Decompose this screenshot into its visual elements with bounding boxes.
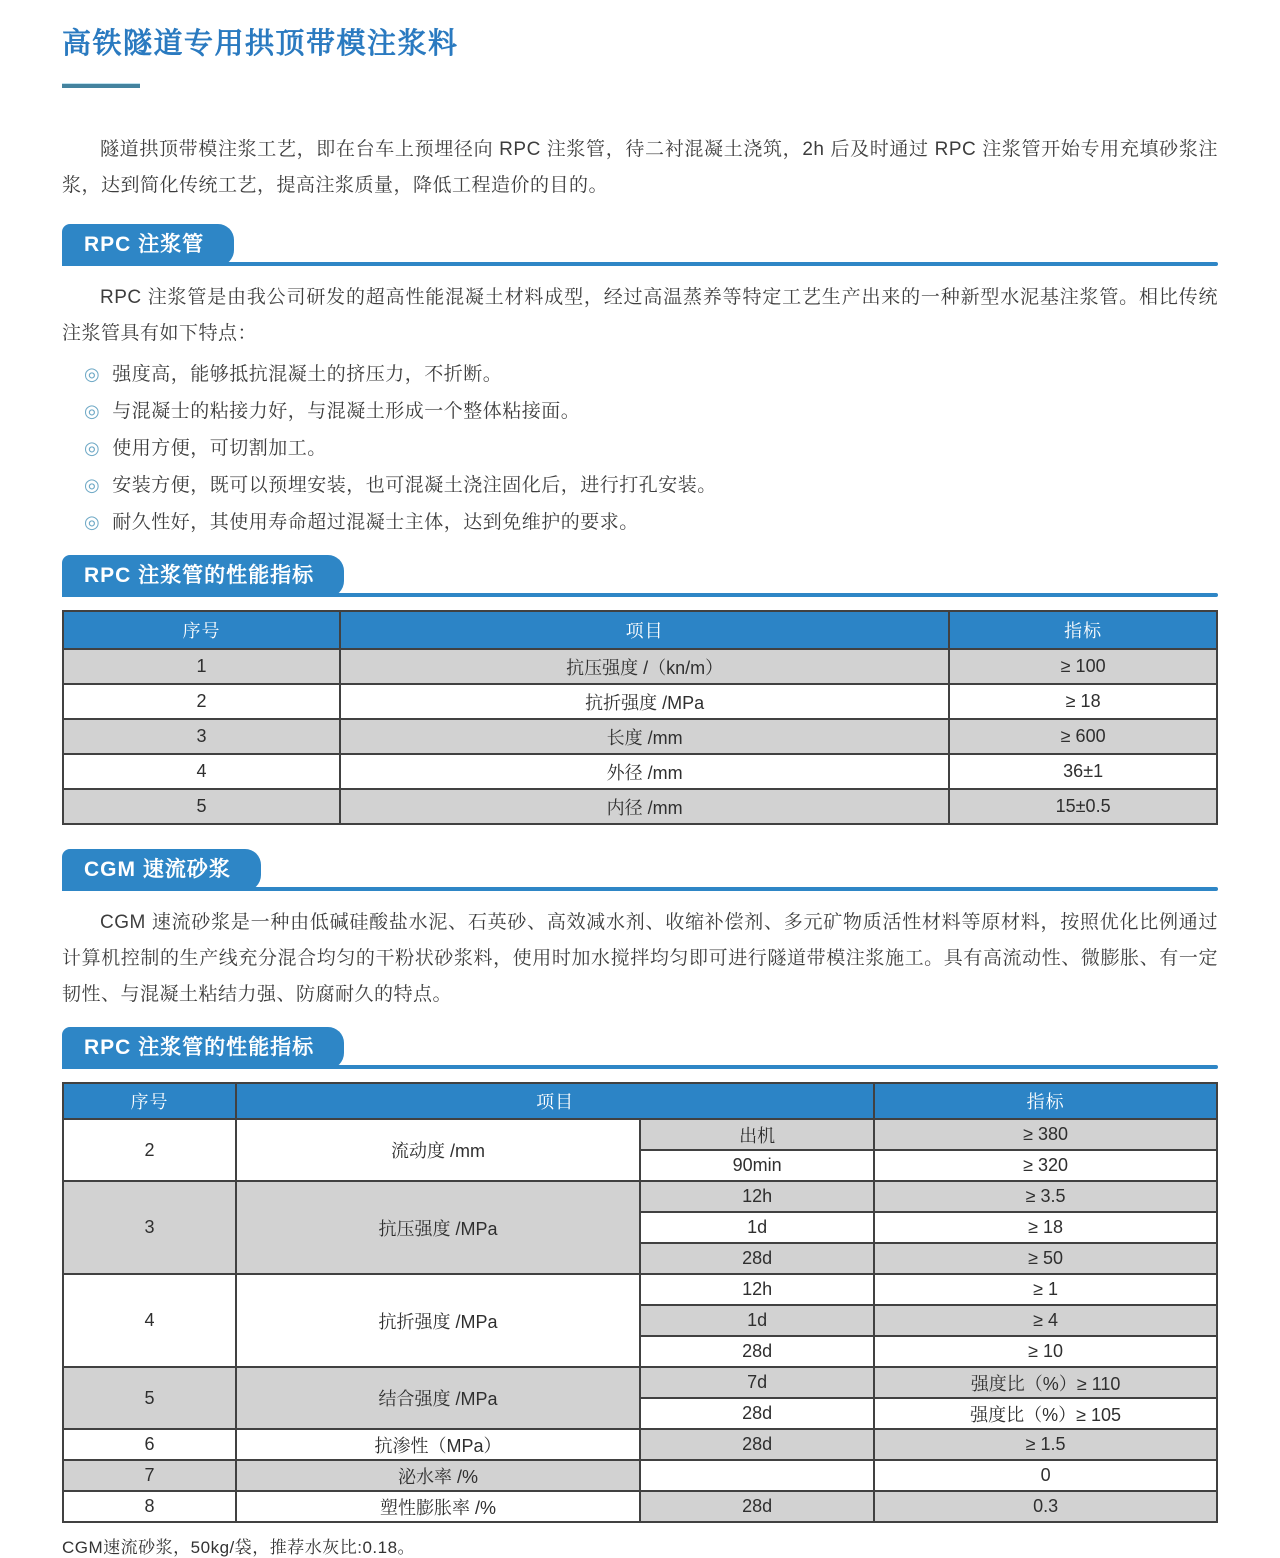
table-row <box>63 684 1217 719</box>
table-row <box>63 1274 1217 1305</box>
cgm-paragraph: CGM 速流砂浆是一种由低碱硅酸盐水泥、石英砂、高效减水剂、收缩补偿剂、多元矿物质活性材料等原材料，按照优化比例通过计算机控制的生产线充分混合均匀的干粉状砂浆料，使用时加水搅拌均匀即可进行隧道带模注浆施工。具有高流动性、微膨胀、有一定韧性、与混凝土粘结力强、防腐耐久的特点。 <box>62 912 1218 1005</box>
column-header-item: 项目 <box>340 611 949 649</box>
table-row <box>63 1460 1217 1491</box>
value-cell: 强度比（%）≥ 105 <box>874 1398 1217 1429</box>
table-header <box>63 1083 1217 1119</box>
bullseye-icon: ◎ <box>84 438 101 458</box>
item-cell: 塑性膨胀率 /% <box>236 1491 640 1522</box>
value-cell: ≥ 1.5 <box>874 1429 1217 1460</box>
bullseye-icon: ◎ <box>84 401 101 421</box>
section-rule <box>62 262 1218 266</box>
row-number-cell: 5 <box>63 1367 236 1429</box>
bullseye-icon: ◎ <box>84 475 101 495</box>
condition-cell: 28d <box>640 1491 874 1522</box>
value-cell: ≥ 50 <box>874 1243 1217 1274</box>
section-tab-cgm: CGM 速流砂浆 <box>62 849 261 891</box>
table-row <box>63 1119 1217 1150</box>
table-row <box>63 1181 1217 1212</box>
column-header-no: 序号 <box>63 1083 236 1119</box>
table-row <box>63 719 1217 754</box>
value-cell: ≥ 100 <box>949 649 1217 684</box>
item-cell: 结合强度 /MPa <box>236 1367 640 1429</box>
row-number-cell: 4 <box>63 754 340 789</box>
table-row <box>63 1429 1217 1460</box>
section-tab-cgm-performance: RPC 注浆管的性能指标 <box>62 1027 344 1069</box>
feature-text: 使用方便，可切割加工。 <box>112 438 327 459</box>
condition-cell: 12h <box>640 1274 874 1305</box>
row-number-cell: 1 <box>63 649 340 684</box>
value-cell: ≥ 10 <box>874 1336 1217 1367</box>
table-header-row <box>63 1083 1217 1119</box>
item-cell: 长度 /mm <box>340 719 949 754</box>
table-row <box>63 1367 1217 1398</box>
row-number-cell: 2 <box>63 1119 236 1181</box>
section-header-cgm-performance <box>62 1027 1218 1069</box>
condition-cell: 12h <box>640 1181 874 1212</box>
item-cell: 内径 /mm <box>340 789 949 824</box>
condition-cell: 28d <box>640 1336 874 1367</box>
item-cell: 外径 /mm <box>340 754 949 789</box>
row-number-cell: 3 <box>63 1181 236 1274</box>
row-number-cell: 4 <box>63 1274 236 1367</box>
value-cell: ≥ 380 <box>874 1119 1217 1150</box>
row-number-cell: 8 <box>63 1491 236 1522</box>
condition-cell: 28d <box>640 1243 874 1274</box>
condition-cell: 28d <box>640 1398 874 1429</box>
intro-paragraph: 隧道拱顶带模注浆工艺，即在台车上预埋径向 RPC 注浆管，待二衬混凝土浇筑，2h 后及时通过 RPC 注浆管开始专用充填砂浆注浆，达到简化传统工艺，提高注浆质量，降低工程造价的目的。 <box>62 139 1218 196</box>
footnote: CGM速流砂浆，50kg/袋，推荐水灰比:0.18。 <box>62 1538 416 1557</box>
cgm-mortar-performance-table <box>62 1082 1218 1523</box>
row-number-cell: 2 <box>63 684 340 719</box>
column-header-index: 指标 <box>874 1083 1217 1119</box>
title-underline <box>62 83 140 88</box>
column-header-index: 指标 <box>949 611 1217 649</box>
feature-text: 安装方便，既可以预埋安装，也可混凝土浇注固化后，进行打孔安装。 <box>112 475 717 496</box>
feature-item <box>84 467 1218 504</box>
condition-cell <box>640 1460 874 1491</box>
value-cell: ≥ 320 <box>874 1150 1217 1181</box>
feature-item <box>84 504 1218 541</box>
table-row <box>63 754 1217 789</box>
section-tab-rpc-pipe: RPC 注浆管 <box>62 224 234 266</box>
bullseye-icon: ◎ <box>84 512 101 532</box>
condition-cell: 1d <box>640 1305 874 1336</box>
item-cell: 抗压强度 /MPa <box>236 1181 640 1274</box>
bullseye-icon: ◎ <box>84 364 101 384</box>
value-cell: 强度比（%）≥ 110 <box>874 1367 1217 1398</box>
item-cell: 抗渗性（MPa） <box>236 1429 640 1460</box>
value-cell: 36±1 <box>949 754 1217 789</box>
row-number-cell: 3 <box>63 719 340 754</box>
item-cell: 抗折强度 /MPa <box>236 1274 640 1367</box>
row-number-cell: 6 <box>63 1429 236 1460</box>
feature-item <box>84 393 1218 430</box>
section-header-rpc-performance <box>62 555 1218 597</box>
row-number-cell: 5 <box>63 789 340 824</box>
section-tab-rpc-performance: RPC 注浆管的性能指标 <box>62 555 344 597</box>
rpc-pipe-performance-table <box>62 610 1218 825</box>
feature-item <box>84 430 1218 467</box>
condition-cell: 1d <box>640 1212 874 1243</box>
section-header-rpc-pipe <box>62 224 1218 266</box>
value-cell: ≥ 4 <box>874 1305 1217 1336</box>
item-cell: 泌水率 /% <box>236 1460 640 1491</box>
value-cell: ≥ 3.5 <box>874 1181 1217 1212</box>
feature-text: 耐久性好，其使用寿命超过混凝士主体，达到免维护的要求。 <box>112 512 639 533</box>
table-header-row <box>63 611 1217 649</box>
rpc-pipe-paragraph: RPC 注浆管是由我公司研发的超高性能混凝土材料成型，经过高温蒸养等特定工艺生产出来的一种新型水泥基注浆管。相比传统注浆管具有如下特点： <box>62 287 1218 344</box>
table-row <box>63 789 1217 824</box>
item-cell: 抗折强度 /MPa <box>340 684 949 719</box>
value-cell: ≥ 600 <box>949 719 1217 754</box>
table-header <box>63 611 1217 649</box>
item-cell: 流动度 /mm <box>236 1119 640 1181</box>
value-cell: 0 <box>874 1460 1217 1491</box>
column-header-no: 序号 <box>63 611 340 649</box>
feature-text: 强度高，能够抵抗混凝土的挤压力，不折断。 <box>112 364 503 385</box>
table-row <box>63 649 1217 684</box>
column-header-item: 项目 <box>236 1083 874 1119</box>
feature-list <box>62 356 1218 541</box>
row-number-cell: 7 <box>63 1460 236 1491</box>
value-cell: ≥ 1 <box>874 1274 1217 1305</box>
condition-cell: 28d <box>640 1429 874 1460</box>
section-header-cgm <box>62 849 1218 891</box>
value-cell: 0.3 <box>874 1491 1217 1522</box>
item-cell: 抗压强度 /（kn/m） <box>340 649 949 684</box>
feature-text: 与混凝士的粘接力好，与混凝土形成一个整体粘接面。 <box>112 401 581 422</box>
value-cell: ≥ 18 <box>874 1212 1217 1243</box>
condition-cell: 90min <box>640 1150 874 1181</box>
condition-cell: 出机 <box>640 1119 874 1150</box>
condition-cell: 7d <box>640 1367 874 1398</box>
table-row <box>63 1491 1217 1522</box>
page-title: 高铁隧道专用拱顶带模注浆料 <box>62 28 459 60</box>
value-cell: 15±0.5 <box>949 789 1217 824</box>
feature-item <box>84 356 1218 393</box>
value-cell: ≥ 18 <box>949 684 1217 719</box>
